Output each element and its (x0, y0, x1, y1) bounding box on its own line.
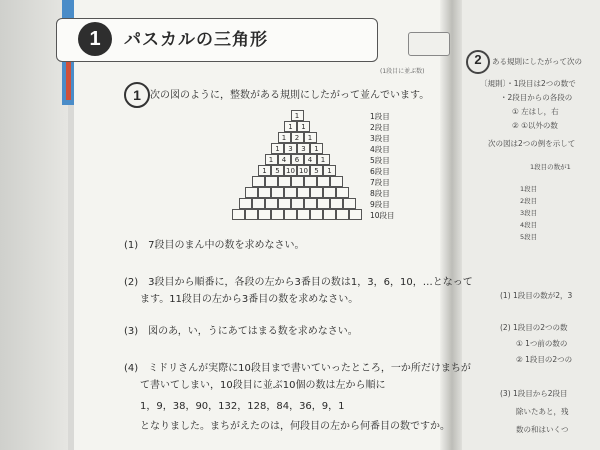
triangle-cell (349, 209, 362, 220)
triangle-cell: 1 (265, 154, 278, 165)
question-line: ます。11段目の左から3番目の数を求めなさい。 (140, 294, 359, 305)
triangle-cell: 1 (258, 165, 271, 176)
right-line: 4段目 (520, 221, 538, 229)
triangle-cell: 6 (291, 154, 304, 165)
triangle-cell: 3 (297, 143, 310, 154)
corner-note: (1段目に並ぶ数) (380, 68, 425, 75)
right-line: 2段目 (520, 197, 538, 205)
right-line: 除いたあと，残 (516, 407, 569, 416)
triangle-cell (317, 176, 330, 187)
triangle-cell: 2 (291, 132, 304, 143)
right-line: ある規則にしたがって次の (492, 57, 582, 66)
triangle-cell: 1 (297, 121, 310, 132)
triangle-cell (284, 209, 297, 220)
question-line: 1，9，38，90，132，128，84，36，9，1 (140, 401, 345, 412)
triangle-cell (304, 198, 317, 209)
triangle-row (291, 110, 304, 121)
triangle-cell: 10 (284, 165, 297, 176)
row-label: 8段目 (370, 189, 390, 198)
question-line: (4) ミドリさんが実際に10段目まで書いていったところ，一か所だけまちが (124, 363, 471, 374)
triangle-cell: 1 (291, 110, 304, 121)
triangle-row (245, 187, 349, 198)
right-line: (2) 1段目の2つの数 (500, 323, 568, 332)
row-label: 1段目 (370, 112, 390, 121)
triangle-row (252, 176, 343, 187)
title-corner-box (408, 32, 450, 56)
triangle-cell: 1 (317, 154, 330, 165)
row-label: 4段目 (370, 145, 390, 154)
right-line: ① 左はし，右 (512, 107, 559, 116)
right-line: 1段目の数が1 (530, 163, 571, 171)
right-line: ② ①以外の数 (512, 121, 558, 130)
triangle-cell (232, 209, 245, 220)
triangle-cell: 3 (284, 143, 297, 154)
chapter-title: パスカルの三角形 (124, 30, 268, 50)
triangle-row (271, 143, 323, 154)
triangle-cell (291, 176, 304, 187)
triangle-cell: 5 (310, 165, 323, 176)
problem-number: 1 (124, 82, 150, 108)
triangle-cell (297, 187, 310, 198)
triangle-row (239, 198, 356, 209)
triangle-cell (330, 176, 343, 187)
triangle-row (258, 165, 336, 176)
chapter-number: 1 (78, 22, 112, 56)
right-line: (1) 1段目の数が2，3 (500, 291, 573, 300)
triangle-cell (291, 198, 304, 209)
row-label: 10段目 (370, 211, 395, 220)
right-line: (3) 1段目から2段目 (500, 389, 568, 398)
right-line: 3段目 (520, 209, 538, 217)
triangle-cell: 1 (304, 132, 317, 143)
triangle-cell: 1 (284, 121, 297, 132)
book-edge (0, 0, 68, 450)
problem-intro: 次の図のように，整数がある規則にしたがって並んでいます。 (150, 90, 430, 101)
question-line: て書いてしまい，10段目に並ぶ10個の数は左から順に (140, 380, 386, 391)
triangle-cell (265, 176, 278, 187)
triangle-cell (245, 187, 258, 198)
triangle-cell: 10 (297, 165, 310, 176)
triangle-cell: 4 (304, 154, 317, 165)
triangle-row (284, 121, 310, 132)
triangle-cell (284, 187, 297, 198)
triangle-cell (323, 209, 336, 220)
triangle-cell (343, 198, 356, 209)
problem-2-number: 2 (466, 50, 490, 74)
question-line: (3) 図のあ，い，うにあてはまる数を求めなさい。 (124, 326, 358, 337)
row-label: 9段目 (370, 200, 390, 209)
triangle-cell: 1 (323, 165, 336, 176)
triangle-cell (297, 209, 310, 220)
triangle-cell (258, 209, 271, 220)
triangle-cell (310, 187, 323, 198)
question-line: となりました。まちがえたのは，何段目の左から何番目の数ですか。 (140, 421, 450, 432)
triangle-cell (271, 187, 284, 198)
triangle-row (278, 132, 317, 143)
right-line: 5段目 (520, 233, 538, 241)
triangle-cell: 1 (278, 132, 291, 143)
right-line: 数の和はいくつ (516, 425, 569, 434)
right-line: 〔規則〕・1段目は2つの数で (480, 79, 576, 88)
triangle-cell (278, 198, 291, 209)
triangle-cell (330, 198, 343, 209)
triangle-cell (271, 209, 284, 220)
triangle-cell (252, 198, 265, 209)
triangle-cell: 1 (310, 143, 323, 154)
triangle-cell (317, 198, 330, 209)
triangle-cell (258, 187, 271, 198)
triangle-cell: 4 (278, 154, 291, 165)
question-line: (1) 7段目のまん中の数を求めなさい。 (124, 240, 305, 251)
triangle-cell (252, 176, 265, 187)
triangle-cell (336, 209, 349, 220)
row-label: 2段目 (370, 123, 390, 132)
triangle-row (232, 209, 362, 220)
triangle-cell (304, 176, 317, 187)
triangle-cell (310, 209, 323, 220)
triangle-row (265, 154, 330, 165)
right-line: ② 1段目の2つの (516, 355, 573, 364)
right-line: 1段目 (520, 185, 538, 193)
triangle-cell (245, 209, 258, 220)
triangle-cell (336, 187, 349, 198)
triangle-cell: 1 (271, 143, 284, 154)
row-label: 3段目 (370, 134, 390, 143)
triangle-cell: 5 (271, 165, 284, 176)
row-label: 6段目 (370, 167, 390, 176)
book-gutter (440, 0, 464, 450)
right-line: 次の図は2つの例を示して (488, 139, 576, 148)
triangle-cell (323, 187, 336, 198)
right-line: ① 1つ前の数の (516, 339, 568, 348)
triangle-cell (265, 198, 278, 209)
triangle-cell (278, 176, 291, 187)
question-line: (2) 3段目から順番に，各段の左から3番目の数は1，3，6，10，…となって (124, 277, 473, 288)
row-label: 5段目 (370, 156, 390, 165)
row-label: 7段目 (370, 178, 390, 187)
triangle-cell (239, 198, 252, 209)
right-line: ・2段目からの各段の (500, 93, 573, 102)
